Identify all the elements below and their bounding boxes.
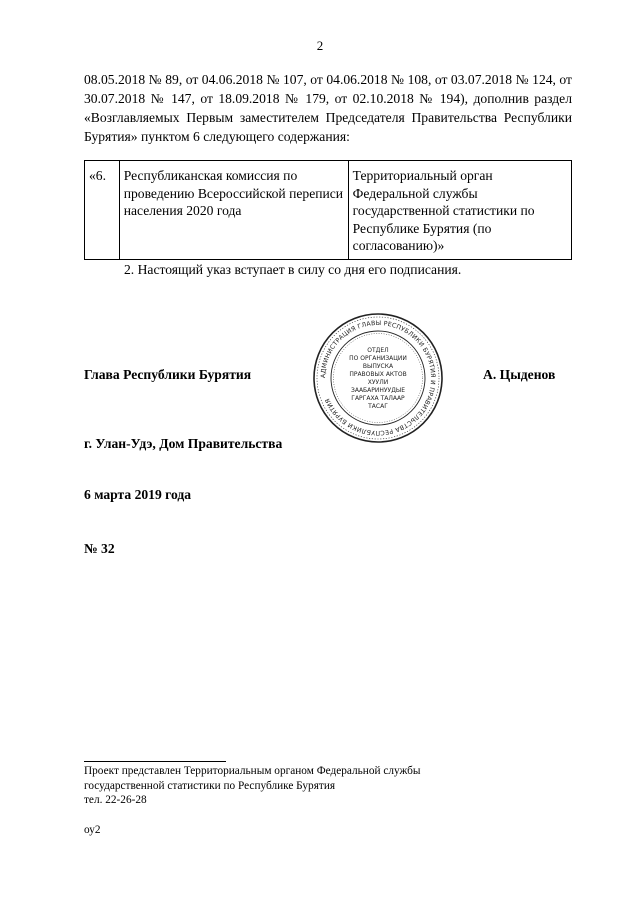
seal-line: ВЫПУСКА [362,363,394,370]
table-row [85,161,572,260]
intro-paragraph: 08.05.2018 № 89, от 04.06.2018 № 107, от 04.06.2018 № 108, от 03.07.2018 № 124, от 30.07.2018 № 147, от 18.09.2018 № 179, от 02.10.2018 № 194), дополнив раздел «Возглавляемых Первым заместителем Председателя Правительства Республики Бурятия» пунктом 6 следующего содержания: [84,72,572,144]
signatory-name: А. Цыденов [483,367,556,382]
responsible-agency-cell: Территориальный орган Федеральной службы государственной статистики по Республике Бурятия (по согласованию)» [348,161,571,260]
amendment-table [84,160,572,260]
seal-line: ХУУЛИ [367,379,389,386]
signing-date: 6 марта 2019 года [84,487,192,502]
seal-line: ОТДЕЛ [367,347,389,354]
seal-line: ЗААБАРИНУУДЫЕ [351,387,405,394]
document-code: оу2 [84,824,101,836]
seal-line: ГАРГАХА ТАЛААР [351,395,405,402]
place-of-signing: г. Улан-Удэ, Дом Правительства [84,436,283,451]
row-number-cell: «6. [85,161,120,260]
commission-name-cell: Республиканская комиссия по проведению Всероссийской переписи населения 2020 года [119,161,348,260]
seal-line: ПО ОРГАНИЗАЦИИ [349,355,407,362]
seal-line: ТАСАГ [368,403,388,410]
footnote [84,764,564,808]
official-seal [312,312,444,444]
footnote-line: государственной статистики по Республике Бурятия [84,779,336,792]
footnote-divider [84,761,226,762]
page-number: 2 [316,38,324,53]
signatory-title: Глава Республики Бурятия [84,367,252,382]
seal-outer-text: АДМИНИСТРАЦИЯ ГЛАВЫ РЕСПУБЛИКИ БУРЯТИЯ И ПРАВИТЕЛЬСТВА РЕСПУБЛИКИ БУРЯТИЯ [319,319,437,437]
point-2-paragraph: 2. Настоящий указ вступает в силу со дня его подписания. [124,262,462,277]
seal-line: ПРАВОВЫХ АКТОВ [349,371,407,378]
footnote-line: Проект представлен Территориальным органом Федеральной службы [84,765,421,777]
footnote-line: тел. 22-26-28 [84,794,147,806]
decree-number: № 32 [84,541,115,556]
